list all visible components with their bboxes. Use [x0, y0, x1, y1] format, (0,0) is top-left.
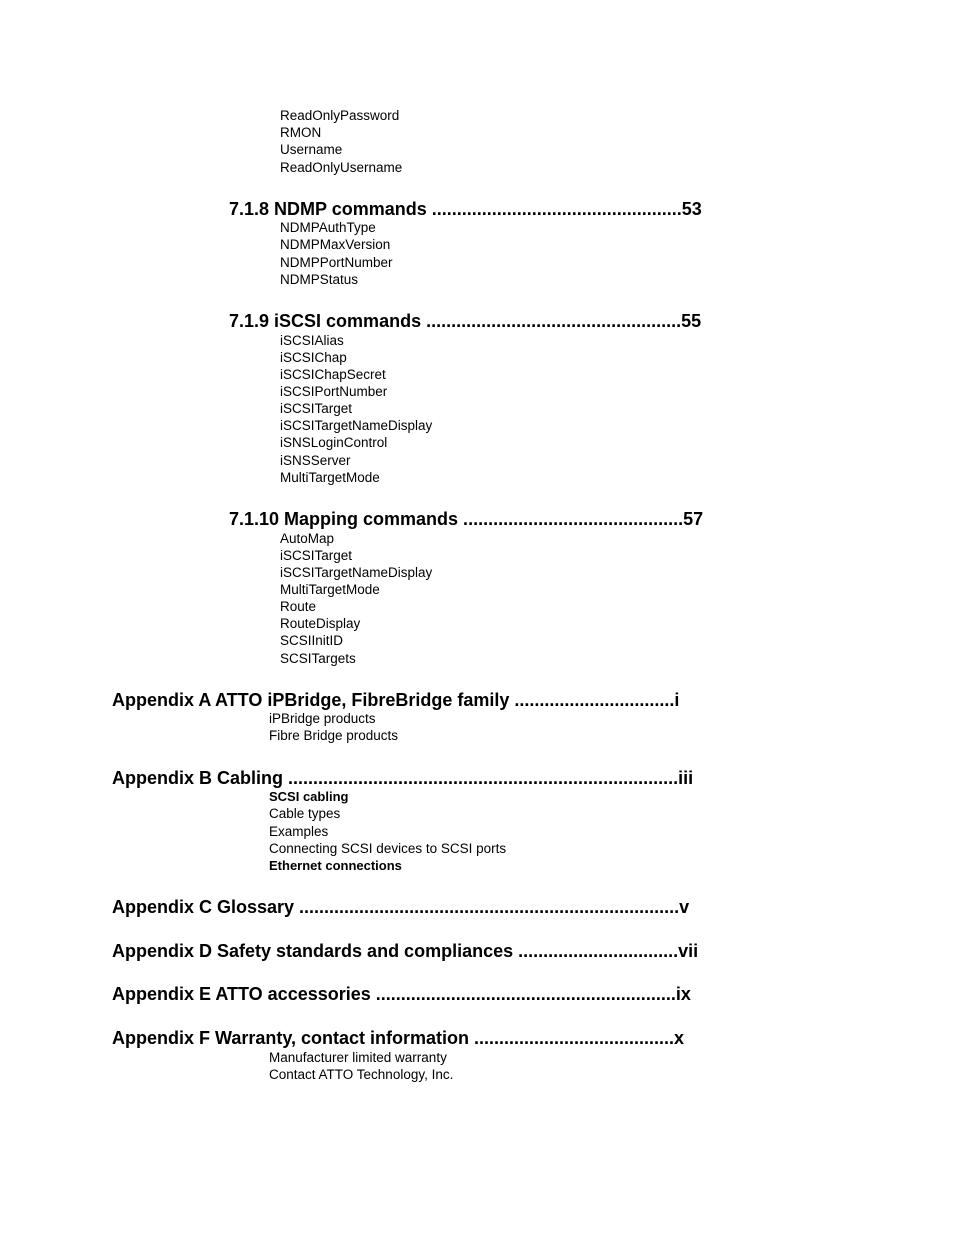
toc-item[interactable]: RouteDisplay: [280, 616, 361, 631]
toc-heading-appendix-d[interactable]: Appendix D Safety standards and compliances ................................vii: [112, 941, 699, 961]
toc-heading-appendix-a[interactable]: Appendix A ATTO iPBridge, FibreBridge family ................................i: [112, 690, 680, 710]
toc-heading-appendix-e[interactable]: Appendix E ATTO accessories ............................................................ix: [112, 984, 691, 1004]
toc-item[interactable]: ReadOnlyPassword: [280, 108, 400, 123]
toc-item[interactable]: iPBridge products: [269, 711, 376, 726]
toc-heading-mapping-commands[interactable]: 7.1.10 Mapping commands ............................................57: [229, 509, 704, 529]
toc-item[interactable]: Ethernet connections: [269, 858, 402, 873]
toc-item[interactable]: iSNSLoginControl: [280, 435, 388, 450]
toc-item[interactable]: iSCSIChapSecret: [280, 367, 386, 382]
toc-item[interactable]: NDMPMaxVersion: [280, 237, 391, 252]
toc-item[interactable]: SCSITargets: [280, 651, 356, 666]
toc-item[interactable]: iSCSITarget: [280, 401, 353, 416]
toc-heading-appendix-b[interactable]: Appendix B Cabling ..............................................................................iii: [112, 768, 694, 788]
toc-item[interactable]: iSCSIAlias: [280, 333, 344, 348]
toc-item[interactable]: iSCSITargetNameDisplay: [280, 418, 433, 433]
toc-item[interactable]: Route: [280, 599, 317, 614]
toc-item[interactable]: Connecting SCSI devices to SCSI ports: [269, 841, 507, 856]
toc-item[interactable]: MultiTargetMode: [280, 470, 380, 485]
toc-heading-ndmp-commands[interactable]: 7.1.8 NDMP commands ..................................................53: [229, 199, 702, 219]
toc-heading-iscsi-commands[interactable]: 7.1.9 iSCSI commands ...................................................55: [229, 311, 702, 331]
toc-item[interactable]: Fibre Bridge products: [269, 728, 399, 743]
toc-item[interactable]: SCSI cabling: [269, 789, 349, 804]
toc-item[interactable]: Username: [280, 142, 343, 157]
toc-item[interactable]: NDMPAuthType: [280, 220, 376, 235]
toc-heading-appendix-f[interactable]: Appendix F Warranty, contact information ........................................x: [112, 1028, 685, 1048]
toc-item[interactable]: SCSIInitID: [280, 633, 344, 648]
toc-item[interactable]: RMON: [280, 125, 322, 140]
toc-item[interactable]: NDMPStatus: [280, 272, 359, 287]
toc-item[interactable]: Examples: [269, 824, 329, 839]
toc-item[interactable]: iSCSITargetNameDisplay: [280, 565, 433, 580]
toc-item[interactable]: MultiTargetMode: [280, 582, 380, 597]
toc-item[interactable]: iSCSITarget: [280, 548, 353, 563]
toc-heading-appendix-c[interactable]: Appendix C Glossary ............................................................................v: [112, 897, 690, 917]
toc-item[interactable]: iSCSIChap: [280, 350, 347, 365]
toc-item[interactable]: NDMPPortNumber: [280, 255, 393, 270]
toc-item[interactable]: Cable types: [269, 806, 341, 821]
toc-item[interactable]: iSCSIPortNumber: [280, 384, 388, 399]
toc-item[interactable]: iSNSServer: [280, 453, 351, 468]
toc-item[interactable]: ReadOnlyUsername: [280, 160, 403, 175]
toc-item[interactable]: AutoMap: [280, 531, 335, 546]
toc-item[interactable]: Contact ATTO Technology, Inc.: [269, 1067, 454, 1082]
toc-item[interactable]: Manufacturer limited warranty: [269, 1050, 447, 1065]
